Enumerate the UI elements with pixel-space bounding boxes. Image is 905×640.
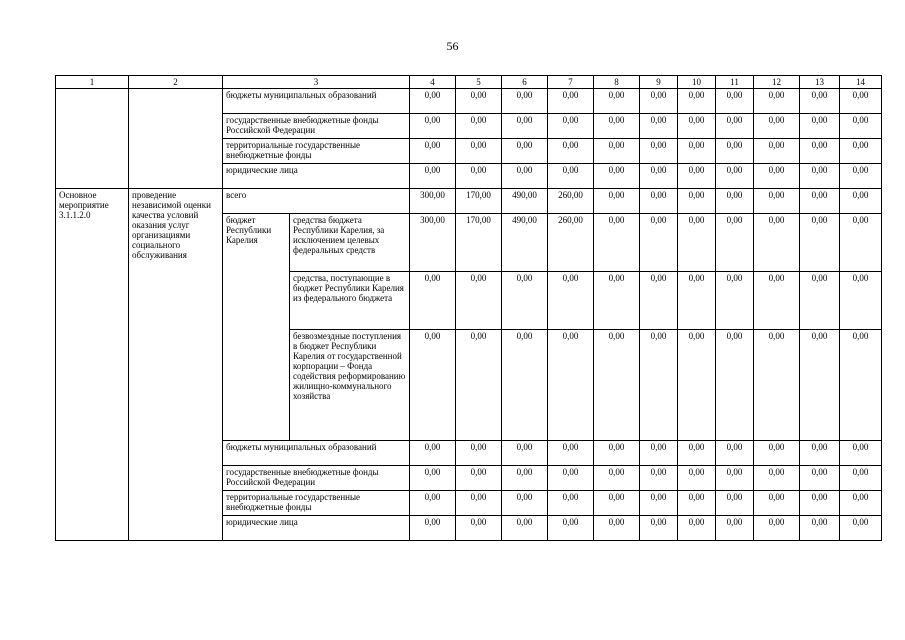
value-cell: 0,00 — [594, 214, 640, 272]
header-cell: 9 — [640, 76, 678, 89]
event-id: Основное мероприятие 3.1.1.2.0 — [56, 189, 129, 541]
header-cell: 2 — [129, 76, 223, 89]
value-cell: 0,00 — [594, 466, 640, 491]
value-cell: 0,00 — [640, 139, 678, 164]
funding-table — [55, 75, 882, 541]
value-cell: 0,00 — [800, 491, 840, 516]
value-cell: 0,00 — [840, 89, 882, 114]
value-cell: 0,00 — [800, 214, 840, 272]
value-cell: 0,00 — [800, 114, 840, 139]
source-label: государственные внебюджетные фонды Российской Федерации — [223, 466, 410, 491]
value-cell: 0,00 — [678, 272, 716, 330]
value-cell: 0,00 — [640, 441, 678, 466]
value-cell: 0,00 — [456, 516, 502, 541]
header-cell: 10 — [678, 76, 716, 89]
value-cell: 0,00 — [678, 491, 716, 516]
value-cell: 0,00 — [456, 441, 502, 466]
value-cell: 0,00 — [548, 89, 594, 114]
source-label: средства бюджета Республики Карелия, за исключением целевых федеральных средств — [290, 214, 410, 272]
value-cell: 490,00 — [502, 189, 548, 214]
value-cell: 0,00 — [678, 139, 716, 164]
value-cell: 0,00 — [800, 272, 840, 330]
value-cell: 0,00 — [456, 330, 502, 441]
value-cell: 0,00 — [456, 272, 502, 330]
header-cell: 1 — [56, 76, 129, 89]
value-cell: 0,00 — [594, 139, 640, 164]
page-number: 56 — [446, 39, 459, 53]
header-cell: 5 — [456, 76, 502, 89]
table-body — [56, 76, 882, 541]
value-cell: 0,00 — [840, 491, 882, 516]
value-cell: 0,00 — [502, 330, 548, 441]
value-cell: 0,00 — [800, 89, 840, 114]
value-cell: 0,00 — [840, 466, 882, 491]
value-cell: 0,00 — [594, 330, 640, 441]
value-cell: 0,00 — [410, 330, 456, 441]
source-label: средства, поступающие в бюджет Республики Карелия из федерального бюджета — [290, 272, 410, 330]
value-cell: 0,00 — [502, 89, 548, 114]
value-cell: 0,00 — [716, 89, 754, 114]
source-label: юридические лица — [223, 164, 410, 189]
value-cell: 0,00 — [456, 114, 502, 139]
value-cell: 300,00 — [410, 214, 456, 272]
value-cell: 0,00 — [716, 114, 754, 139]
value-cell: 0,00 — [640, 214, 678, 272]
value-cell: 0,00 — [716, 164, 754, 189]
value-cell: 170,00 — [456, 189, 502, 214]
header-cell: 4 — [410, 76, 456, 89]
value-cell: 0,00 — [716, 214, 754, 272]
value-cell: 0,00 — [456, 466, 502, 491]
value-cell: 0,00 — [502, 164, 548, 189]
value-cell: 0,00 — [640, 189, 678, 214]
value-cell: 0,00 — [678, 214, 716, 272]
value-cell: 0,00 — [716, 330, 754, 441]
source-label: государственные внебюджетные фонды Российской Федерации — [223, 114, 410, 139]
value-cell: 0,00 — [754, 441, 800, 466]
value-cell: 0,00 — [594, 441, 640, 466]
value-cell: 0,00 — [678, 114, 716, 139]
value-cell: 0,00 — [840, 164, 882, 189]
value-cell: 0,00 — [754, 330, 800, 441]
value-cell: 0,00 — [594, 114, 640, 139]
value-cell: 0,00 — [840, 139, 882, 164]
header-cell: 7 — [548, 76, 594, 89]
value-cell: 0,00 — [754, 491, 800, 516]
value-cell: 0,00 — [716, 516, 754, 541]
value-cell: 0,00 — [754, 189, 800, 214]
value-cell: 0,00 — [800, 139, 840, 164]
value-cell: 0,00 — [548, 491, 594, 516]
value-cell: 0,00 — [716, 272, 754, 330]
value-cell: 0,00 — [678, 330, 716, 441]
source-label: территориальные государственные внебюджетные фонды — [223, 139, 410, 164]
value-cell: 0,00 — [716, 491, 754, 516]
value-cell: 0,00 — [502, 139, 548, 164]
value-cell: 0,00 — [456, 491, 502, 516]
value-cell: 0,00 — [754, 214, 800, 272]
value-cell: 0,00 — [800, 516, 840, 541]
value-cell: 0,00 — [640, 114, 678, 139]
value-cell: 0,00 — [800, 466, 840, 491]
value-cell: 0,00 — [800, 189, 840, 214]
value-cell: 0,00 — [410, 516, 456, 541]
value-cell: 170,00 — [456, 214, 502, 272]
header-cell: 14 — [840, 76, 882, 89]
source-label: бюджеты муниципальных образований — [223, 441, 410, 466]
value-cell: 0,00 — [502, 114, 548, 139]
value-cell: 260,00 — [548, 189, 594, 214]
value-cell: 0,00 — [678, 89, 716, 114]
value-cell: 0,00 — [594, 491, 640, 516]
value-cell: 0,00 — [594, 516, 640, 541]
value-cell: 0,00 — [840, 516, 882, 541]
source-label: всего — [223, 189, 410, 214]
value-cell: 0,00 — [840, 214, 882, 272]
value-cell: 0,00 — [548, 272, 594, 330]
value-cell: 0,00 — [800, 330, 840, 441]
value-cell: 0,00 — [548, 139, 594, 164]
value-cell: 0,00 — [410, 466, 456, 491]
value-cell: 0,00 — [410, 272, 456, 330]
value-cell: 0,00 — [502, 272, 548, 330]
value-cell: 0,00 — [840, 441, 882, 466]
value-cell: 0,00 — [410, 164, 456, 189]
value-cell: 0,00 — [800, 441, 840, 466]
value-cell: 0,00 — [410, 441, 456, 466]
event-name: проведение независимой оценки качества условий оказания услуг организациями социального обслуживания — [129, 189, 223, 541]
header-cell: 8 — [594, 76, 640, 89]
value-cell: 0,00 — [640, 272, 678, 330]
value-cell: 0,00 — [410, 139, 456, 164]
value-cell: 0,00 — [502, 491, 548, 516]
value-cell: 0,00 — [754, 272, 800, 330]
value-cell: 0,00 — [502, 466, 548, 491]
source-label: юридические лица — [223, 516, 410, 541]
table-row — [56, 189, 882, 214]
value-cell: 0,00 — [640, 491, 678, 516]
value-cell: 0,00 — [840, 272, 882, 330]
value-cell: 0,00 — [548, 466, 594, 491]
source-label: территориальные государственные внебюджетные фонды — [223, 491, 410, 516]
value-cell: 490,00 — [502, 214, 548, 272]
value-cell: 0,00 — [754, 139, 800, 164]
value-cell: 0,00 — [410, 114, 456, 139]
value-cell: 0,00 — [800, 164, 840, 189]
header-cell: 13 — [800, 76, 840, 89]
value-cell: 0,00 — [840, 114, 882, 139]
value-cell: 0,00 — [640, 466, 678, 491]
value-cell: 0,00 — [548, 330, 594, 441]
value-cell: 0,00 — [548, 114, 594, 139]
value-cell: 0,00 — [456, 164, 502, 189]
value-cell: 0,00 — [678, 516, 716, 541]
value-cell: 0,00 — [840, 330, 882, 441]
source-label: безвозмездные поступления в бюджет Республики Карелия от государственной корпорации – Фонда содействия реформированию жилищно-коммунального хозяйства — [290, 330, 410, 441]
value-cell: 0,00 — [840, 189, 882, 214]
value-cell: 0,00 — [502, 516, 548, 541]
header-cell: 6 — [502, 76, 548, 89]
value-cell: 0,00 — [716, 466, 754, 491]
table-row — [56, 89, 882, 114]
value-cell: 0,00 — [754, 516, 800, 541]
value-cell: 0,00 — [754, 164, 800, 189]
budget-group-label: бюджет Республики Карелия — [223, 214, 290, 441]
value-cell: 260,00 — [548, 214, 594, 272]
value-cell: 0,00 — [548, 164, 594, 189]
header-row — [56, 76, 882, 89]
value-cell: 0,00 — [410, 89, 456, 114]
header-cell: 3 — [223, 76, 410, 89]
header-cell: 12 — [754, 76, 800, 89]
value-cell: 0,00 — [594, 272, 640, 330]
value-cell: 0,00 — [678, 441, 716, 466]
value-cell: 0,00 — [502, 441, 548, 466]
value-cell: 0,00 — [678, 189, 716, 214]
value-cell: 0,00 — [640, 89, 678, 114]
value-cell: 0,00 — [410, 491, 456, 516]
value-cell: 0,00 — [548, 516, 594, 541]
value-cell: 0,00 — [456, 89, 502, 114]
value-cell: 0,00 — [754, 114, 800, 139]
event-id-cell — [56, 89, 129, 189]
value-cell: 0,00 — [716, 139, 754, 164]
source-label: бюджеты муниципальных образований — [223, 89, 410, 114]
value-cell: 0,00 — [678, 164, 716, 189]
value-cell: 0,00 — [716, 189, 754, 214]
value-cell: 0,00 — [594, 89, 640, 114]
value-cell: 0,00 — [594, 164, 640, 189]
value-cell: 0,00 — [594, 189, 640, 214]
value-cell: 0,00 — [754, 89, 800, 114]
value-cell: 0,00 — [456, 139, 502, 164]
value-cell: 0,00 — [548, 441, 594, 466]
event-name-cell — [129, 89, 223, 189]
value-cell: 300,00 — [410, 189, 456, 214]
value-cell: 0,00 — [640, 164, 678, 189]
header-cell: 11 — [716, 76, 754, 89]
value-cell: 0,00 — [640, 516, 678, 541]
value-cell: 0,00 — [678, 466, 716, 491]
value-cell: 0,00 — [716, 441, 754, 466]
value-cell: 0,00 — [754, 466, 800, 491]
value-cell: 0,00 — [640, 330, 678, 441]
